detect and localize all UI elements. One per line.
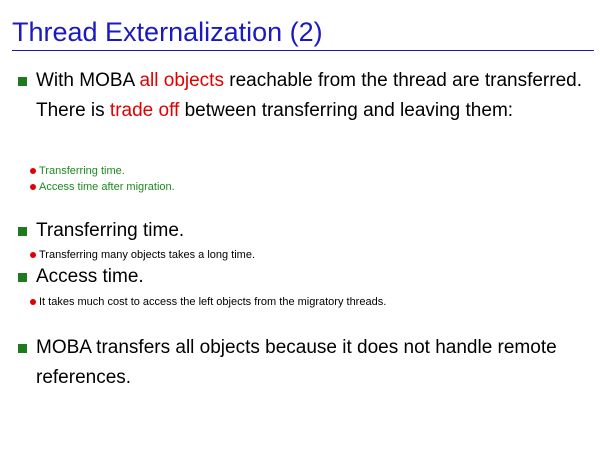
highlight-trade-off: trade off [109,100,180,121]
title-underline [12,50,594,51]
bullet-text: Access time. [36,266,144,287]
round-bullet-icon [30,184,36,190]
sub-bullet-text: It takes much cost to access the left objects from the migratory threads. [39,296,387,308]
square-bullet-icon [18,273,27,282]
square-bullet-icon [18,227,27,236]
sub-bullet-many-objects [30,248,255,263]
text-segment: With MOBA [36,70,140,91]
text-segment: between transferring and leaving them: [179,100,514,121]
slide-title: Thread Externalization (2) [12,17,323,47]
bullet-text: MOBA transfers all objects because it does not handle remote references. [36,337,557,388]
sub-bullet-access-time-after-migration [30,180,175,195]
bullet-moba-all-objects [18,66,583,126]
round-bullet-icon [30,252,36,258]
bullet-moba-transfers-all [18,333,583,393]
round-bullet-icon [30,299,36,305]
bullet-access-time [18,262,583,292]
sub-bullet-left-objects-cost [30,295,386,310]
sub-bullet-text: Transferring many objects takes a long time. [39,249,256,261]
sub-bullet-text: Transferring time. [39,165,125,177]
bullet-transferring-time [18,216,583,246]
sub-bullet-transferring-time [30,164,125,179]
round-bullet-icon [30,168,36,174]
bullet-text: Transferring time. [36,220,185,241]
highlight-all-objects: all objects [139,70,224,91]
bullet-text [36,66,583,126]
square-bullet-icon [18,77,27,86]
square-bullet-icon [18,344,27,353]
sub-bullet-text: Access time after migration. [39,181,175,193]
text-segment: reachable from the thread are transferred. There is [36,70,582,121]
